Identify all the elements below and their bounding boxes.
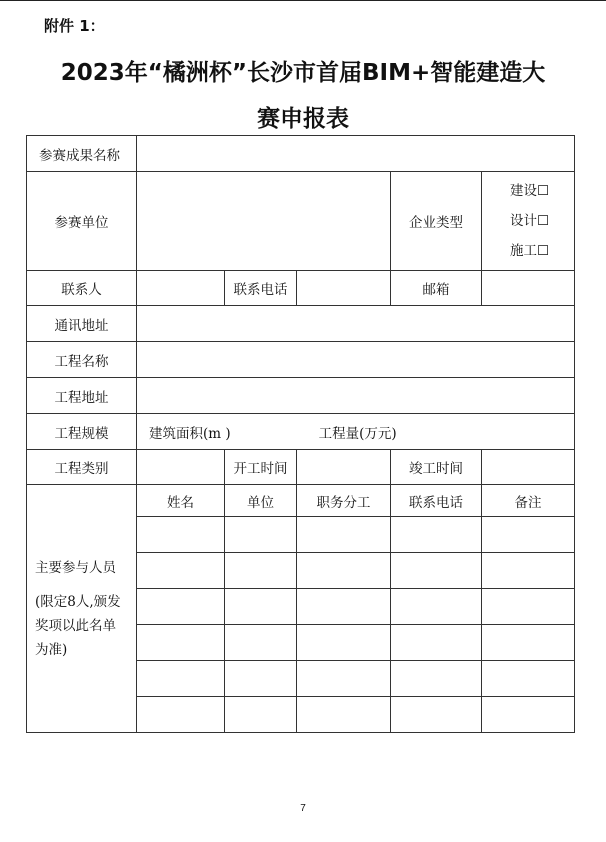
member-cell[interactable] <box>137 625 225 661</box>
header-duty: 职务分工 <box>297 485 391 517</box>
category-field[interactable] <box>137 450 225 485</box>
member-cell[interactable] <box>391 589 482 625</box>
member-cell[interactable] <box>482 553 575 589</box>
member-cell[interactable] <box>137 589 225 625</box>
member-cell[interactable] <box>297 553 391 589</box>
members-label-cell <box>27 485 137 733</box>
start-field[interactable] <box>297 450 391 485</box>
member-cell[interactable] <box>482 661 575 697</box>
entry-name-field[interactable] <box>137 136 575 172</box>
members-note-3: 为准) <box>35 641 68 658</box>
application-form-table <box>26 135 575 733</box>
row-unit <box>27 172 575 271</box>
member-cell[interactable] <box>297 517 391 553</box>
members-label: 主要参与人员 <box>35 559 116 576</box>
phone-label: 联系电话 <box>225 271 297 306</box>
member-cell[interactable] <box>297 697 391 733</box>
members-note-1: (限定8人,颁发 <box>35 593 121 610</box>
member-cell[interactable] <box>297 661 391 697</box>
form-title-line-1: 2023年“橘洲杯”长沙市首届BIM+智能建造大 <box>60 60 546 86</box>
row-members-header <box>27 485 575 517</box>
email-label: 邮箱 <box>391 271 482 306</box>
member-cell[interactable] <box>391 553 482 589</box>
member-cell[interactable] <box>137 697 225 733</box>
header-unit: 单位 <box>225 485 297 517</box>
unit-label: 参赛单位 <box>27 172 137 271</box>
unit-field[interactable] <box>137 172 391 271</box>
entry-name-label: 参赛成果名称 <box>27 136 137 172</box>
finish-field[interactable] <box>482 450 575 485</box>
area-label: 建筑面积(m ) <box>149 425 231 442</box>
email-field[interactable] <box>482 271 575 306</box>
member-cell[interactable] <box>225 697 297 733</box>
company-type-label: 企业类型 <box>391 172 482 271</box>
phone-field[interactable] <box>297 271 391 306</box>
member-cell[interactable] <box>391 517 482 553</box>
row-category <box>27 450 575 485</box>
header-remark: 备注 <box>482 485 575 517</box>
company-type-options <box>482 172 575 271</box>
scale-label: 工程规模 <box>27 414 137 450</box>
member-cell[interactable] <box>225 625 297 661</box>
checkbox-construction[interactable]: 建设☐ <box>510 183 550 199</box>
member-cell[interactable] <box>137 661 225 697</box>
member-cell[interactable] <box>391 661 482 697</box>
member-cell[interactable] <box>482 589 575 625</box>
member-cell[interactable] <box>225 517 297 553</box>
member-cell[interactable] <box>391 697 482 733</box>
amount-label: 工程量(万元) <box>318 425 397 442</box>
project-name-label: 工程名称 <box>27 342 137 378</box>
member-cell[interactable] <box>225 661 297 697</box>
member-cell[interactable] <box>225 589 297 625</box>
row-project-address <box>27 378 575 414</box>
member-cell[interactable] <box>391 625 482 661</box>
project-address-label: 工程地址 <box>27 378 137 414</box>
member-cell[interactable] <box>297 589 391 625</box>
attachment-label: 附件 1： <box>44 17 105 35</box>
row-address <box>27 306 575 342</box>
scale-field[interactable] <box>137 414 575 450</box>
member-cell[interactable] <box>297 625 391 661</box>
row-contact <box>27 271 575 306</box>
header-name: 姓名 <box>137 485 225 517</box>
start-label: 开工时间 <box>225 450 297 485</box>
page-number: 7 <box>300 803 306 814</box>
form-title-line-2: 赛申报表 <box>257 106 349 132</box>
header-phone: 联系电话 <box>391 485 482 517</box>
members-note-2: 奖项以此名单 <box>35 617 116 634</box>
contact-field[interactable] <box>137 271 225 306</box>
row-entry-name <box>27 136 575 172</box>
checkbox-build[interactable]: 施工☐ <box>510 243 550 259</box>
address-label: 通讯地址 <box>27 306 137 342</box>
member-cell[interactable] <box>225 553 297 589</box>
checkbox-design[interactable]: 设计☐ <box>510 213 550 229</box>
member-cell[interactable] <box>482 625 575 661</box>
project-address-field[interactable] <box>137 378 575 414</box>
finish-label: 竣工时间 <box>391 450 482 485</box>
contact-label: 联系人 <box>27 271 137 306</box>
project-name-field[interactable] <box>137 342 575 378</box>
top-rule <box>0 0 606 1</box>
member-cell[interactable] <box>137 517 225 553</box>
row-scale <box>27 414 575 450</box>
category-label: 工程类别 <box>27 450 137 485</box>
address-field[interactable] <box>137 306 575 342</box>
member-cell[interactable] <box>482 697 575 733</box>
row-project-name <box>27 342 575 378</box>
member-cell[interactable] <box>137 553 225 589</box>
member-cell[interactable] <box>482 517 575 553</box>
